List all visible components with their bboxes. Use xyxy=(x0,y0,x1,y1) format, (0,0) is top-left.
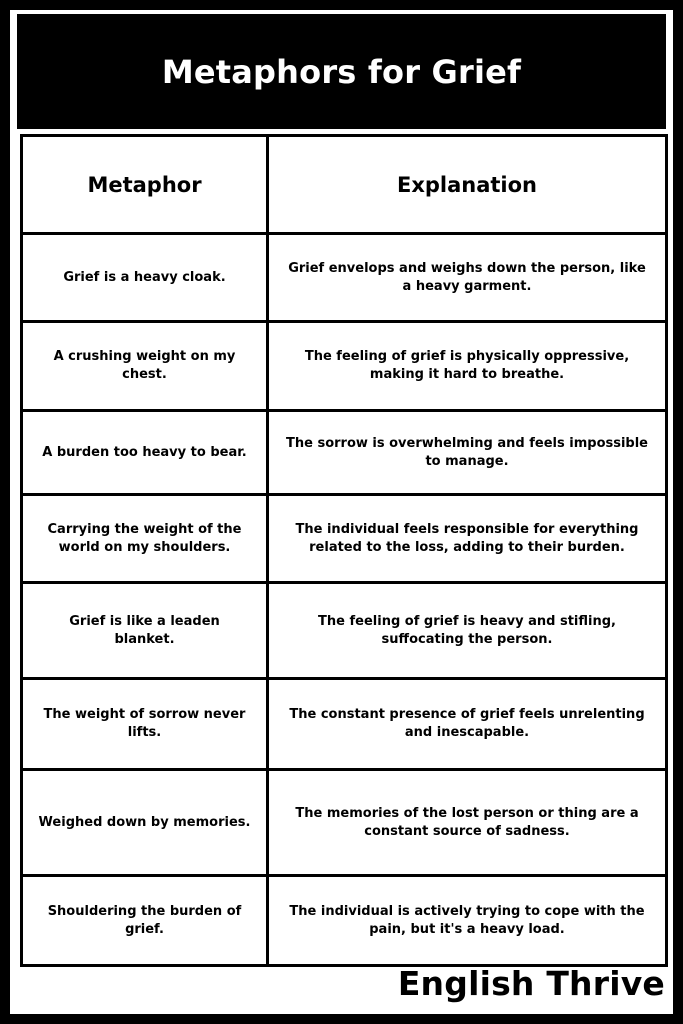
table-row xyxy=(22,679,667,770)
explanation-cell: The individual is actively trying to cope with the pain, but it's a heavy load. xyxy=(268,876,667,966)
explanation-cell: The memories of the lost person or thing are a constant source of sadness. xyxy=(268,770,667,876)
metaphor-cell: Carrying the weight of the world on my shoulders. xyxy=(22,495,268,583)
table-row xyxy=(22,495,667,583)
metaphor-cell: A crushing weight on my chest. xyxy=(22,322,268,411)
table-row xyxy=(22,876,667,966)
infographic-page xyxy=(10,10,673,1014)
page-title: Metaphors for Grief xyxy=(161,52,522,91)
metaphor-cell: Grief is like a leaden blanket. xyxy=(22,583,268,679)
metaphor-cell: Weighed down by memories. xyxy=(22,770,268,876)
explanation-cell: The feeling of grief is heavy and stifling, suffocating the person. xyxy=(268,583,667,679)
metaphor-cell: A burden too heavy to bear. xyxy=(22,411,268,495)
table-row xyxy=(22,411,667,495)
table-row xyxy=(22,770,667,876)
explanation-cell: The constant presence of grief feels unrelenting and inescapable. xyxy=(268,679,667,770)
explanation-cell: The sorrow is overwhelming and feels impossible to manage. xyxy=(268,411,667,495)
explanation-cell: The individual feels responsible for everything related to the loss, adding to their burden. xyxy=(268,495,667,583)
header-metaphor: Metaphor xyxy=(22,136,268,234)
table-row xyxy=(22,583,667,679)
title-banner xyxy=(17,14,666,129)
table-row xyxy=(22,322,667,411)
explanation-cell: The feeling of grief is physically oppressive, making it hard to breathe. xyxy=(268,322,667,411)
metaphor-cell: Grief is a heavy cloak. xyxy=(22,234,268,322)
table-row xyxy=(22,234,667,322)
metaphor-table-wrapper xyxy=(20,134,665,964)
metaphor-table xyxy=(20,134,668,967)
header-explanation: Explanation xyxy=(268,136,667,234)
metaphor-cell: The weight of sorrow never lifts. xyxy=(22,679,268,770)
brand-footer: English Thrive xyxy=(397,964,665,1003)
metaphor-cell: Shouldering the burden of grief. xyxy=(22,876,268,966)
table-header-row xyxy=(22,136,667,234)
explanation-cell: Grief envelops and weighs down the person, like a heavy garment. xyxy=(268,234,667,322)
